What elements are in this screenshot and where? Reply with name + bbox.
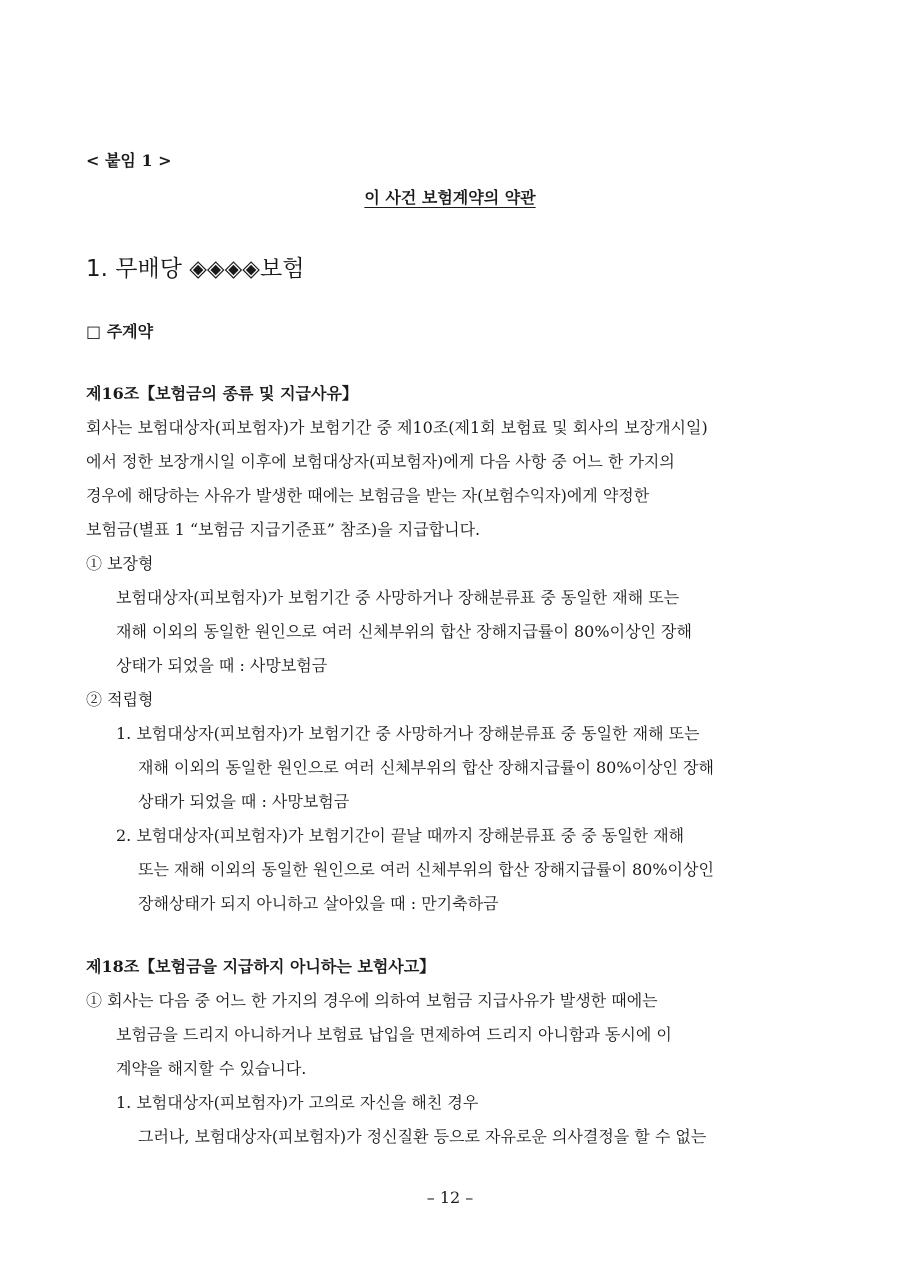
article-16-body-line: 경우에 해당하는 사유가 발생한 때에는 보험금을 받는 자(보험수익자)에게 약정한 [86,486,650,505]
document-title-text: 이 사건 보험계약의 약관 [364,188,536,207]
item-2-sub-1-line: 재해 이외의 동일한 원인으로 여러 신체부위의 합산 장해지급률이 80%이상인 장해 [138,758,714,777]
article-16-body-line: 보험금(별표 1 “보험금 지급기준표” 참조)을 지급합니다. [86,520,481,539]
item-1-body-line: 재해 이외의 동일한 원인으로 여러 신체부위의 합산 장해지급률이 80%이상인 장해 [116,622,692,641]
article-16-body-line: 에서 정한 보장개시일 이후에 보험대상자(피보험자)에게 다음 사항 중 어느 한 가지의 [86,452,675,471]
attachment-label: < 붙임 1 > [86,151,172,170]
item-1-body-line: 보험대상자(피보험자)가 보험기간 중 사망하거나 장해분류표 중 동일한 재해 또는 [116,588,680,607]
item-2-label: ② 적립형 [86,690,154,709]
document-title [0,185,900,208]
article-18-item-1-line: 보험금을 드리지 아니하거나 보험료 납입을 면제하여 드리지 아니함과 동시에 이 [116,1025,672,1044]
item-2-sub-2-line: 2. 보험대상자(피보험자)가 보험기간이 끝날 때까지 장해분류표 중 중 동일한 재해 [116,826,685,845]
item-2-sub-2-line: 장해상태가 되지 아니하고 살아있을 때 : 만기축하금 [138,894,499,913]
article-16-body-line: 회사는 보험대상자(피보험자)가 보험기간 중 제10조(제1회 보험료 및 회사의 보장개시일) [86,418,708,437]
article-18-item-1-line: ① 회사는 다음 중 어느 한 가지의 경우에 의하여 보험금 지급사유가 발생한 때에는 [86,991,658,1010]
item-2-sub-2-line: 또는 재해 이외의 동일한 원인으로 여러 신체부위의 합산 장해지급률이 80%이상인 [138,860,714,879]
item-1-body-line: 상태가 되었을 때 : 사망보험금 [116,656,328,675]
article-18-sub-1-line: 1. 보험대상자(피보험자)가 고의로 자신을 해친 경우 [116,1093,479,1112]
section-heading: 1. 무배당 ◈◈◈◈보험 [86,256,305,282]
item-2-sub-1-line: 1. 보험대상자(피보험자)가 보험기간 중 사망하거나 장해분류표 중 동일한 재해 또는 [116,724,700,743]
item-1-label: ① 보장형 [86,554,154,573]
item-2-sub-1-line: 상태가 되었을 때 : 사망보험금 [138,792,350,811]
article-18-sub-1-line: 그러나, 보험대상자(피보험자)가 정신질환 등으로 자유로운 의사결정을 할 수 없는 [138,1127,707,1146]
article-18-title: 제18조【보험금을 지급하지 아니하는 보험사고】 [86,957,436,976]
article-18-item-1-line: 계약을 해지할 수 있습니다. [116,1059,307,1078]
sub-heading: □ 주계약 [86,322,154,341]
page-number: – 12 – [426,1188,474,1207]
article-16-title: 제16조【보험금의 종류 및 지급사유】 [86,384,358,403]
